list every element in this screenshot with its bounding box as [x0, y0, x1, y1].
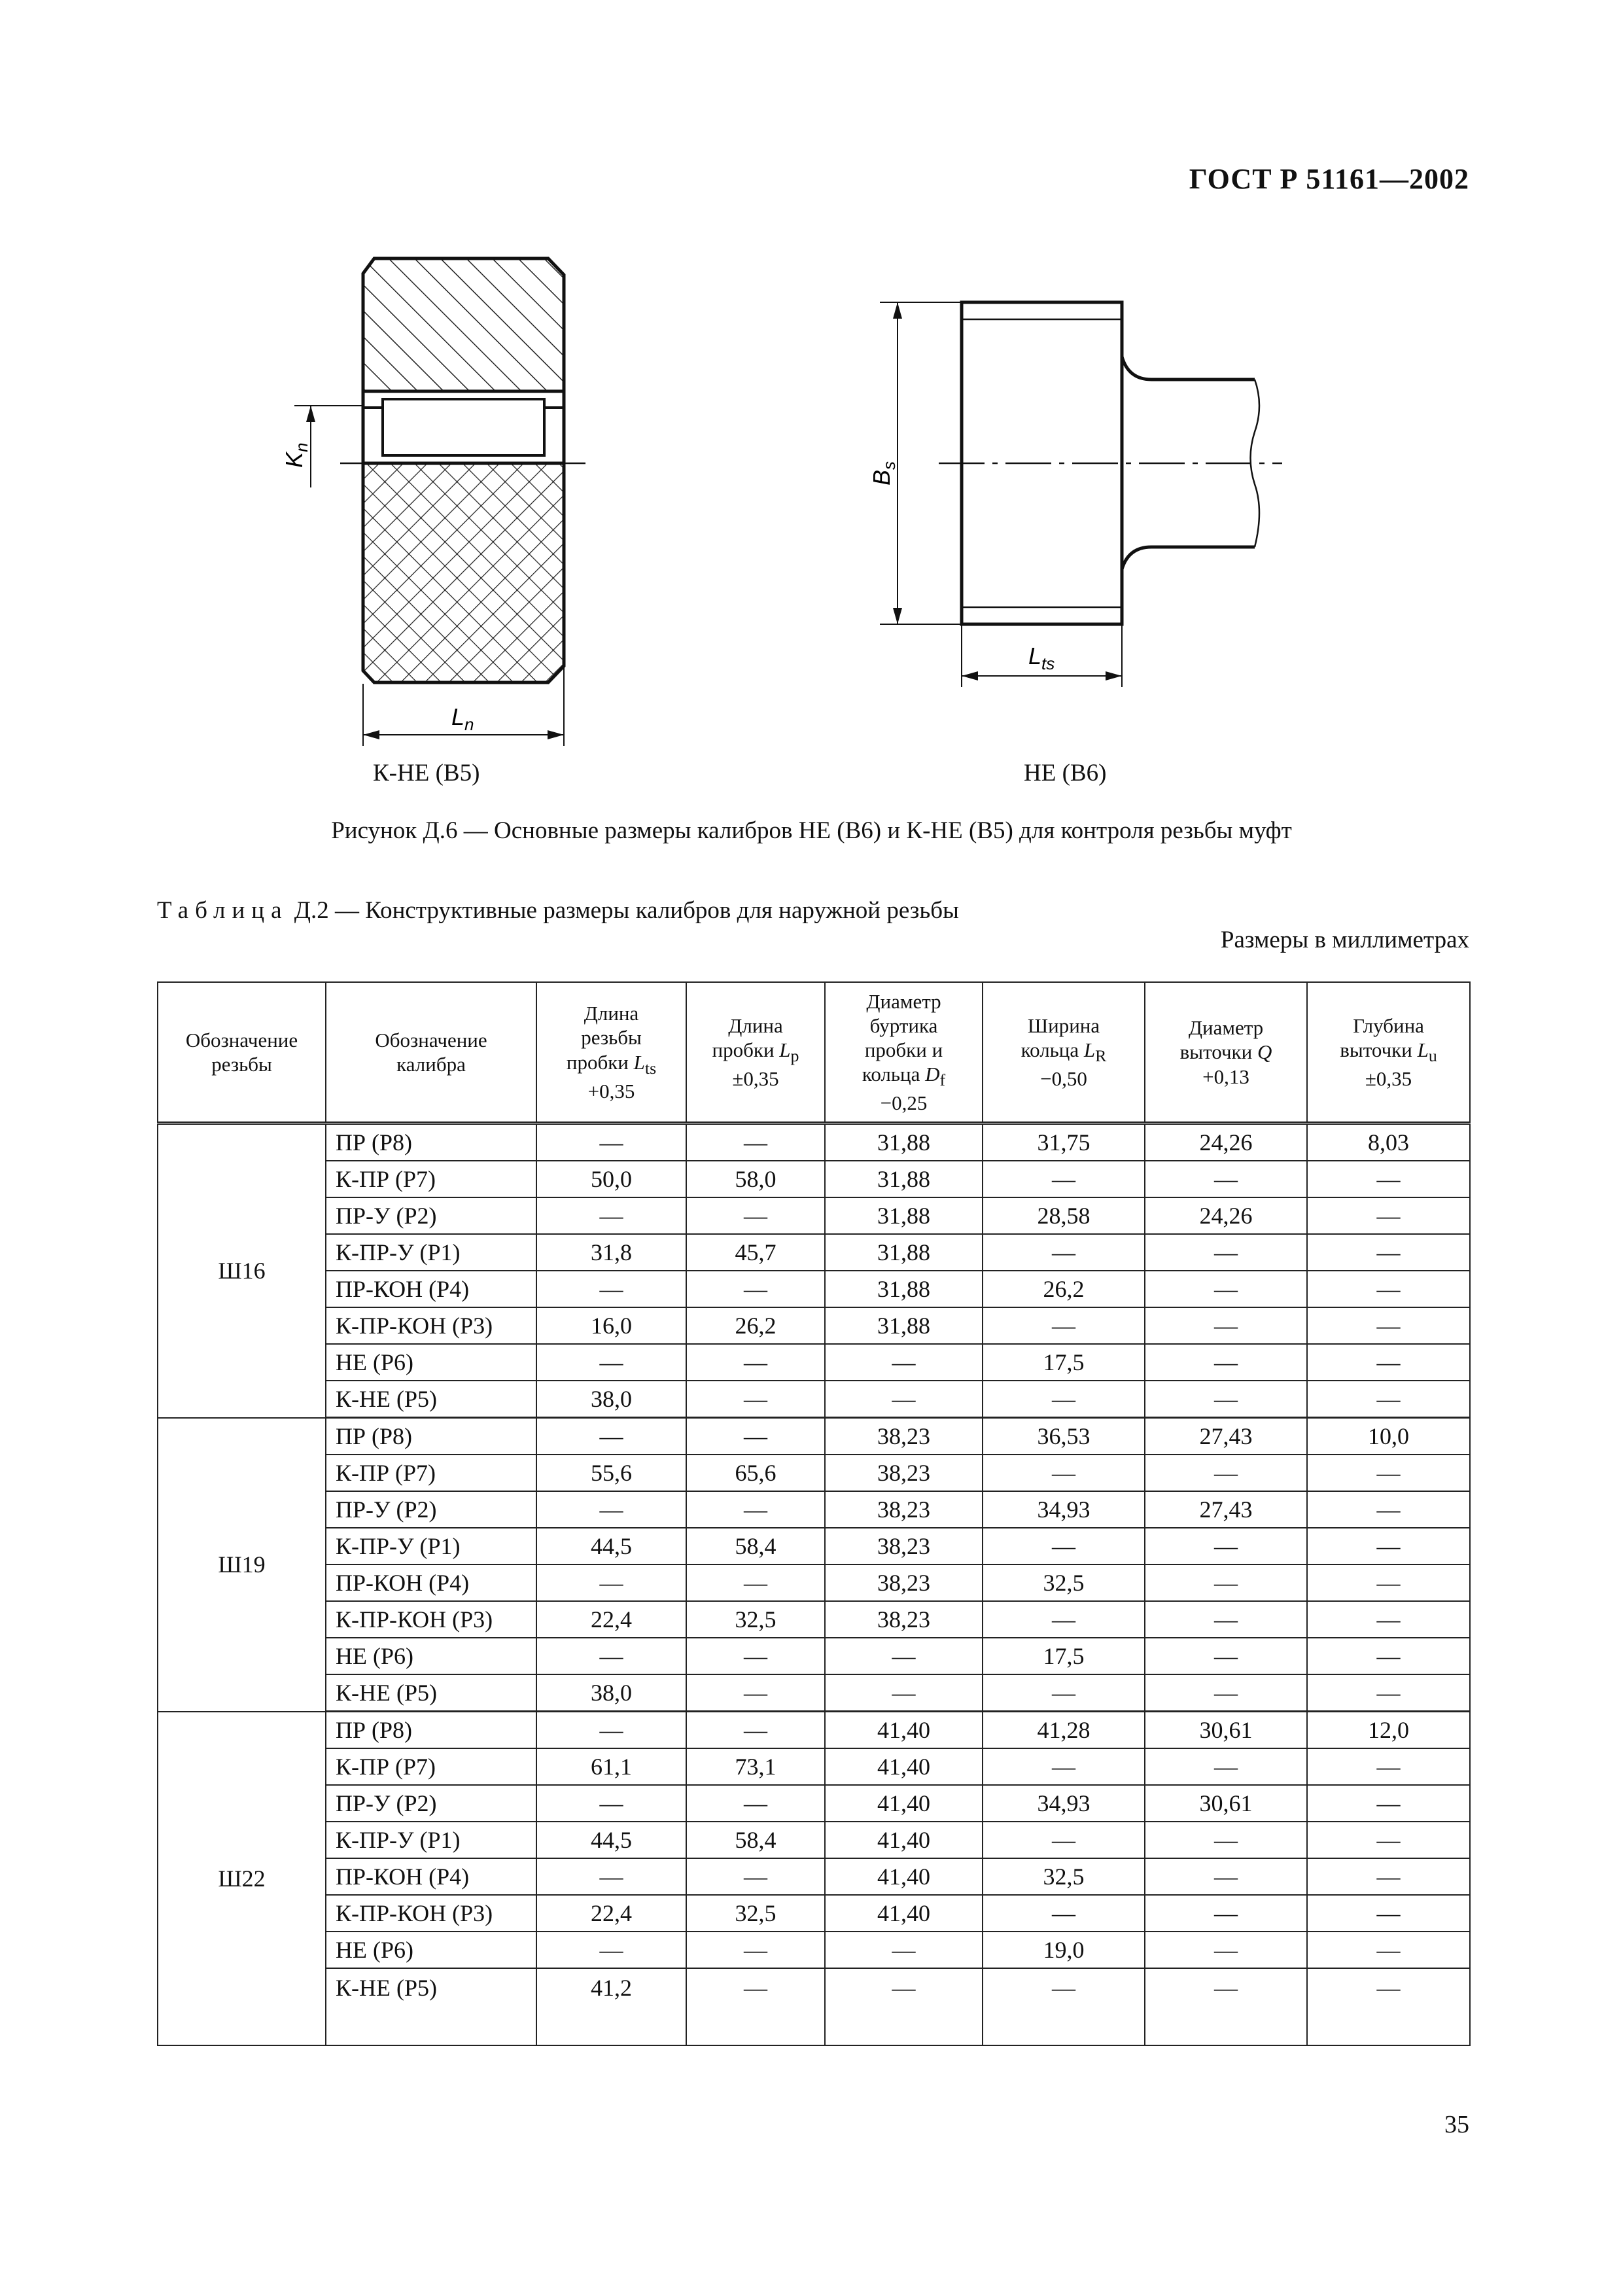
- value-cell: 38,23: [825, 1601, 983, 1638]
- value-cell: —: [686, 1638, 825, 1674]
- value-cell: —: [536, 1418, 686, 1455]
- table-units-note: Размеры в миллиметрах: [1220, 927, 1469, 953]
- value-cell: —: [983, 1748, 1145, 1785]
- value-cell: —: [1145, 1968, 1307, 2045]
- value-cell: —: [686, 1344, 825, 1381]
- value-cell: —: [686, 1674, 825, 1712]
- figure-caption: Рисунок Д.6 — Основные размеры калибров НЕ (В6) и К-НЕ (В5) для контроля резьбы муфт: [331, 817, 1292, 844]
- col-plug-length: Длина пробки $L_p$ ±0,35: [686, 982, 825, 1123]
- table-row: [158, 1197, 1470, 1234]
- value-cell: —: [1307, 1895, 1470, 1932]
- table-title-rest: Д.2 — Конструктивные размеры калибров для наружной резьбы: [288, 897, 959, 924]
- value-cell: 36,53: [983, 1418, 1145, 1455]
- gauge-designation-cell: ПР-У (Р2): [326, 1491, 536, 1528]
- gauge-designation-cell: К-ПР (Р7): [326, 1455, 536, 1491]
- table-row: [158, 1858, 1470, 1895]
- table-row: [158, 1418, 1470, 1455]
- value-cell: —: [1145, 1748, 1307, 1785]
- value-cell: —: [1145, 1601, 1307, 1638]
- thread-designation-cell: Ш16: [158, 1123, 326, 1418]
- value-cell: —: [536, 1123, 686, 1161]
- value-cell: —: [686, 1123, 825, 1161]
- table-row: [158, 1968, 1470, 2045]
- value-cell: —: [825, 1932, 983, 1968]
- value-cell: 31,88: [825, 1123, 983, 1161]
- value-cell: —: [825, 1344, 983, 1381]
- value-cell: 44,5: [536, 1528, 686, 1564]
- value-cell: —: [983, 1674, 1145, 1712]
- table-row: [158, 1455, 1470, 1491]
- value-cell: 55,6: [536, 1455, 686, 1491]
- page-number: 35: [1444, 2111, 1469, 2138]
- value-cell: 27,43: [1145, 1418, 1307, 1455]
- col-collar-diameter: Диаметр буртика пробки и кольца $D_f$ −0,25: [825, 982, 983, 1123]
- value-cell: —: [686, 1564, 825, 1601]
- value-cell: —: [1307, 1528, 1470, 1564]
- value-cell: 31,88: [825, 1197, 983, 1234]
- value-cell: 58,0: [686, 1161, 825, 1197]
- value-cell: 8,03: [1307, 1123, 1470, 1161]
- gauge-designation-cell: К-ПР-КОН (Р3): [326, 1307, 536, 1344]
- value-cell: —: [1145, 1234, 1307, 1271]
- gauge-designation-cell: ПР-КОН (Р4): [326, 1564, 536, 1601]
- value-cell: 41,40: [825, 1785, 983, 1822]
- value-cell: —: [1307, 1161, 1470, 1197]
- value-cell: 44,5: [536, 1822, 686, 1858]
- value-cell: —: [1307, 1564, 1470, 1601]
- gauge-designation-cell: К-НЕ (Р5): [326, 1968, 536, 2045]
- value-cell: —: [686, 1491, 825, 1528]
- value-cell: 22,4: [536, 1601, 686, 1638]
- value-cell: 17,5: [983, 1638, 1145, 1674]
- value-cell: —: [1307, 1858, 1470, 1895]
- value-cell: —: [1307, 1455, 1470, 1491]
- value-cell: 10,0: [1307, 1418, 1470, 1455]
- value-cell: —: [1307, 1601, 1470, 1638]
- value-cell: —: [983, 1895, 1145, 1932]
- col-ring-width: Ширина кольца $L_R$ −0,50: [983, 982, 1145, 1123]
- value-cell: 65,6: [686, 1455, 825, 1491]
- gauge-designation-cell: ПР-У (Р2): [326, 1785, 536, 1822]
- value-cell: 16,0: [536, 1307, 686, 1344]
- value-cell: —: [983, 1601, 1145, 1638]
- gauge-designation-cell: ПР-КОН (Р4): [326, 1271, 536, 1307]
- table-row: [158, 1674, 1470, 1712]
- value-cell: —: [1307, 1674, 1470, 1712]
- value-cell: —: [1145, 1307, 1307, 1344]
- gauge-designation-cell: ПР (Р8): [326, 1123, 536, 1161]
- value-cell: 32,5: [983, 1564, 1145, 1601]
- thread-designation-cell: Ш22: [158, 1712, 326, 2046]
- value-cell: —: [1145, 1381, 1307, 1418]
- value-cell: 41,40: [825, 1748, 983, 1785]
- figure-label-ne: НЕ (В6): [1024, 760, 1107, 786]
- value-cell: —: [983, 1381, 1145, 1418]
- table-title: [157, 896, 959, 925]
- gauge-designation-cell: К-ПР-У (Р1): [326, 1822, 536, 1858]
- gauge-designation-cell: К-НЕ (Р5): [326, 1381, 536, 1418]
- col-gauge-designation: Обозначение калибра: [326, 982, 536, 1123]
- value-cell: 38,23: [825, 1418, 983, 1455]
- value-cell: —: [1307, 1271, 1470, 1307]
- gauge-drawing: [0, 0, 1623, 851]
- value-cell: 38,0: [536, 1381, 686, 1418]
- value-cell: 41,2: [536, 1968, 686, 2045]
- table-row: [158, 1638, 1470, 1674]
- gauge-designation-cell: НЕ (Р6): [326, 1932, 536, 1968]
- value-cell: —: [983, 1161, 1145, 1197]
- value-cell: —: [983, 1234, 1145, 1271]
- value-cell: 41,40: [825, 1822, 983, 1858]
- value-cell: —: [1307, 1197, 1470, 1234]
- value-cell: 31,8: [536, 1234, 686, 1271]
- value-cell: 32,5: [983, 1858, 1145, 1895]
- value-cell: —: [686, 1197, 825, 1234]
- value-cell: —: [536, 1785, 686, 1822]
- value-cell: —: [1145, 1858, 1307, 1895]
- table-row: [158, 1712, 1470, 1749]
- value-cell: 31,88: [825, 1234, 983, 1271]
- value-cell: —: [1145, 1455, 1307, 1491]
- col-recess-depth: Глубина выточки $L_u$ ±0,35: [1307, 982, 1470, 1123]
- value-cell: —: [1145, 1895, 1307, 1932]
- gauge-designation-cell: К-НЕ (Р5): [326, 1674, 536, 1712]
- value-cell: —: [686, 1712, 825, 1749]
- figure-label-kne: К-НЕ (В5): [373, 760, 480, 786]
- gauge-designation-cell: ПР (Р8): [326, 1418, 536, 1455]
- value-cell: —: [686, 1271, 825, 1307]
- value-cell: 31,88: [825, 1307, 983, 1344]
- value-cell: —: [686, 1932, 825, 1968]
- value-cell: —: [1145, 1932, 1307, 1968]
- value-cell: 24,26: [1145, 1197, 1307, 1234]
- value-cell: 31,88: [825, 1271, 983, 1307]
- value-cell: 32,5: [686, 1601, 825, 1638]
- value-cell: —: [686, 1858, 825, 1895]
- table-row: [158, 1785, 1470, 1822]
- value-cell: —: [536, 1638, 686, 1674]
- value-cell: 38,23: [825, 1491, 983, 1528]
- table-row: [158, 1307, 1470, 1344]
- value-cell: —: [686, 1785, 825, 1822]
- value-cell: —: [825, 1968, 983, 2045]
- gauge-designation-cell: НЕ (Р6): [326, 1344, 536, 1381]
- table-row: [158, 1564, 1470, 1601]
- value-cell: 12,0: [1307, 1712, 1470, 1749]
- value-cell: 31,88: [825, 1161, 983, 1197]
- table-row: [158, 1528, 1470, 1564]
- dimensions-table: [157, 981, 1471, 2046]
- gauge-designation-cell: К-ПР-У (Р1): [326, 1528, 536, 1564]
- value-cell: —: [1307, 1968, 1470, 2045]
- gauge-designation-cell: ПР (Р8): [326, 1712, 536, 1749]
- value-cell: —: [1307, 1234, 1470, 1271]
- value-cell: —: [686, 1418, 825, 1455]
- table-row: [158, 1161, 1470, 1197]
- value-cell: —: [1145, 1638, 1307, 1674]
- value-cell: —: [536, 1564, 686, 1601]
- value-cell: 32,5: [686, 1895, 825, 1932]
- value-cell: 30,61: [1145, 1712, 1307, 1749]
- value-cell: —: [825, 1638, 983, 1674]
- value-cell: 41,40: [825, 1712, 983, 1749]
- value-cell: —: [825, 1674, 983, 1712]
- value-cell: —: [1307, 1491, 1470, 1528]
- table-row: [158, 1932, 1470, 1968]
- value-cell: 73,1: [686, 1748, 825, 1785]
- value-cell: 27,43: [1145, 1491, 1307, 1528]
- value-cell: 28,58: [983, 1197, 1145, 1234]
- thread-designation-cell: Ш19: [158, 1418, 326, 1712]
- value-cell: 50,0: [536, 1161, 686, 1197]
- value-cell: —: [983, 1528, 1145, 1564]
- value-cell: —: [1307, 1307, 1470, 1344]
- table-row: [158, 1271, 1470, 1307]
- value-cell: —: [1307, 1822, 1470, 1858]
- value-cell: 61,1: [536, 1748, 686, 1785]
- gauge-designation-cell: К-ПР-КОН (Р3): [326, 1601, 536, 1638]
- value-cell: —: [983, 1968, 1145, 2045]
- ne-plug-drawing: [880, 302, 1282, 687]
- table-title-word: Таблица: [157, 897, 288, 924]
- kne-section-drawing: [294, 258, 585, 746]
- value-cell: 31,75: [983, 1123, 1145, 1161]
- value-cell: —: [1307, 1932, 1470, 1968]
- value-cell: —: [1307, 1638, 1470, 1674]
- value-cell: 17,5: [983, 1344, 1145, 1381]
- value-cell: —: [983, 1307, 1145, 1344]
- document-id: ГОСТ Р 51161—2002: [1189, 163, 1469, 195]
- value-cell: —: [825, 1381, 983, 1418]
- value-cell: —: [983, 1455, 1145, 1491]
- value-cell: 34,93: [983, 1491, 1145, 1528]
- table-row: [158, 1123, 1470, 1161]
- value-cell: —: [1307, 1785, 1470, 1822]
- table-row: [158, 1601, 1470, 1638]
- value-cell: 26,2: [983, 1271, 1145, 1307]
- value-cell: —: [536, 1344, 686, 1381]
- value-cell: 45,7: [686, 1234, 825, 1271]
- col-thread-length: Длина резьбы пробки $L_{ts}$ +0,35: [536, 982, 686, 1123]
- value-cell: 58,4: [686, 1822, 825, 1858]
- value-cell: —: [1145, 1564, 1307, 1601]
- value-cell: —: [1145, 1528, 1307, 1564]
- value-cell: —: [536, 1858, 686, 1895]
- table-row: [158, 1895, 1470, 1932]
- col-thread-designation: Обозначение резьбы: [158, 982, 326, 1123]
- value-cell: 58,4: [686, 1528, 825, 1564]
- value-cell: —: [686, 1381, 825, 1418]
- value-cell: 19,0: [983, 1932, 1145, 1968]
- value-cell: 38,0: [536, 1674, 686, 1712]
- value-cell: 41,40: [825, 1858, 983, 1895]
- table-header-row: [158, 982, 1470, 1123]
- kn-dimension-label: $K_n$: [281, 442, 311, 468]
- gauge-designation-cell: К-ПР-У (Р1): [326, 1234, 536, 1271]
- gauge-designation-cell: ПР-У (Р2): [326, 1197, 536, 1234]
- value-cell: —: [1145, 1271, 1307, 1307]
- value-cell: —: [1307, 1344, 1470, 1381]
- value-cell: 38,23: [825, 1564, 983, 1601]
- gauge-designation-cell: ПР-КОН (Р4): [326, 1858, 536, 1895]
- value-cell: —: [536, 1271, 686, 1307]
- table-row: [158, 1381, 1470, 1418]
- value-cell: 38,23: [825, 1455, 983, 1491]
- value-cell: —: [536, 1491, 686, 1528]
- table-row: [158, 1344, 1470, 1381]
- value-cell: 41,40: [825, 1895, 983, 1932]
- value-cell: —: [536, 1712, 686, 1749]
- ln-dimension-label: $L_n$: [451, 703, 474, 734]
- value-cell: —: [1145, 1822, 1307, 1858]
- col-recess-diameter: Диаметр выточки Q +0,13: [1145, 982, 1307, 1123]
- value-cell: —: [1145, 1344, 1307, 1381]
- value-cell: 30,61: [1145, 1785, 1307, 1822]
- gauge-designation-cell: К-ПР (Р7): [326, 1161, 536, 1197]
- value-cell: —: [686, 1968, 825, 2045]
- value-cell: —: [983, 1822, 1145, 1858]
- value-cell: 22,4: [536, 1895, 686, 1932]
- value-cell: 26,2: [686, 1307, 825, 1344]
- gauge-designation-cell: К-ПР (Р7): [326, 1748, 536, 1785]
- value-cell: 38,23: [825, 1528, 983, 1564]
- lts-dimension-label: $L_{ts}$: [1028, 643, 1055, 673]
- table-row: [158, 1234, 1470, 1271]
- value-cell: —: [1307, 1748, 1470, 1785]
- bs-dimension-label: $B_s$: [868, 461, 899, 486]
- table-row: [158, 1748, 1470, 1785]
- value-cell: 24,26: [1145, 1123, 1307, 1161]
- value-cell: 41,28: [983, 1712, 1145, 1749]
- table-row: [158, 1491, 1470, 1528]
- gauge-designation-cell: НЕ (Р6): [326, 1638, 536, 1674]
- value-cell: —: [536, 1932, 686, 1968]
- value-cell: 34,93: [983, 1785, 1145, 1822]
- value-cell: —: [1145, 1674, 1307, 1712]
- table-body: [158, 1123, 1470, 2046]
- value-cell: —: [536, 1197, 686, 1234]
- gauge-designation-cell: К-ПР-КОН (Р3): [326, 1895, 536, 1932]
- value-cell: —: [1307, 1381, 1470, 1418]
- value-cell: —: [1145, 1161, 1307, 1197]
- table-row: [158, 1822, 1470, 1858]
